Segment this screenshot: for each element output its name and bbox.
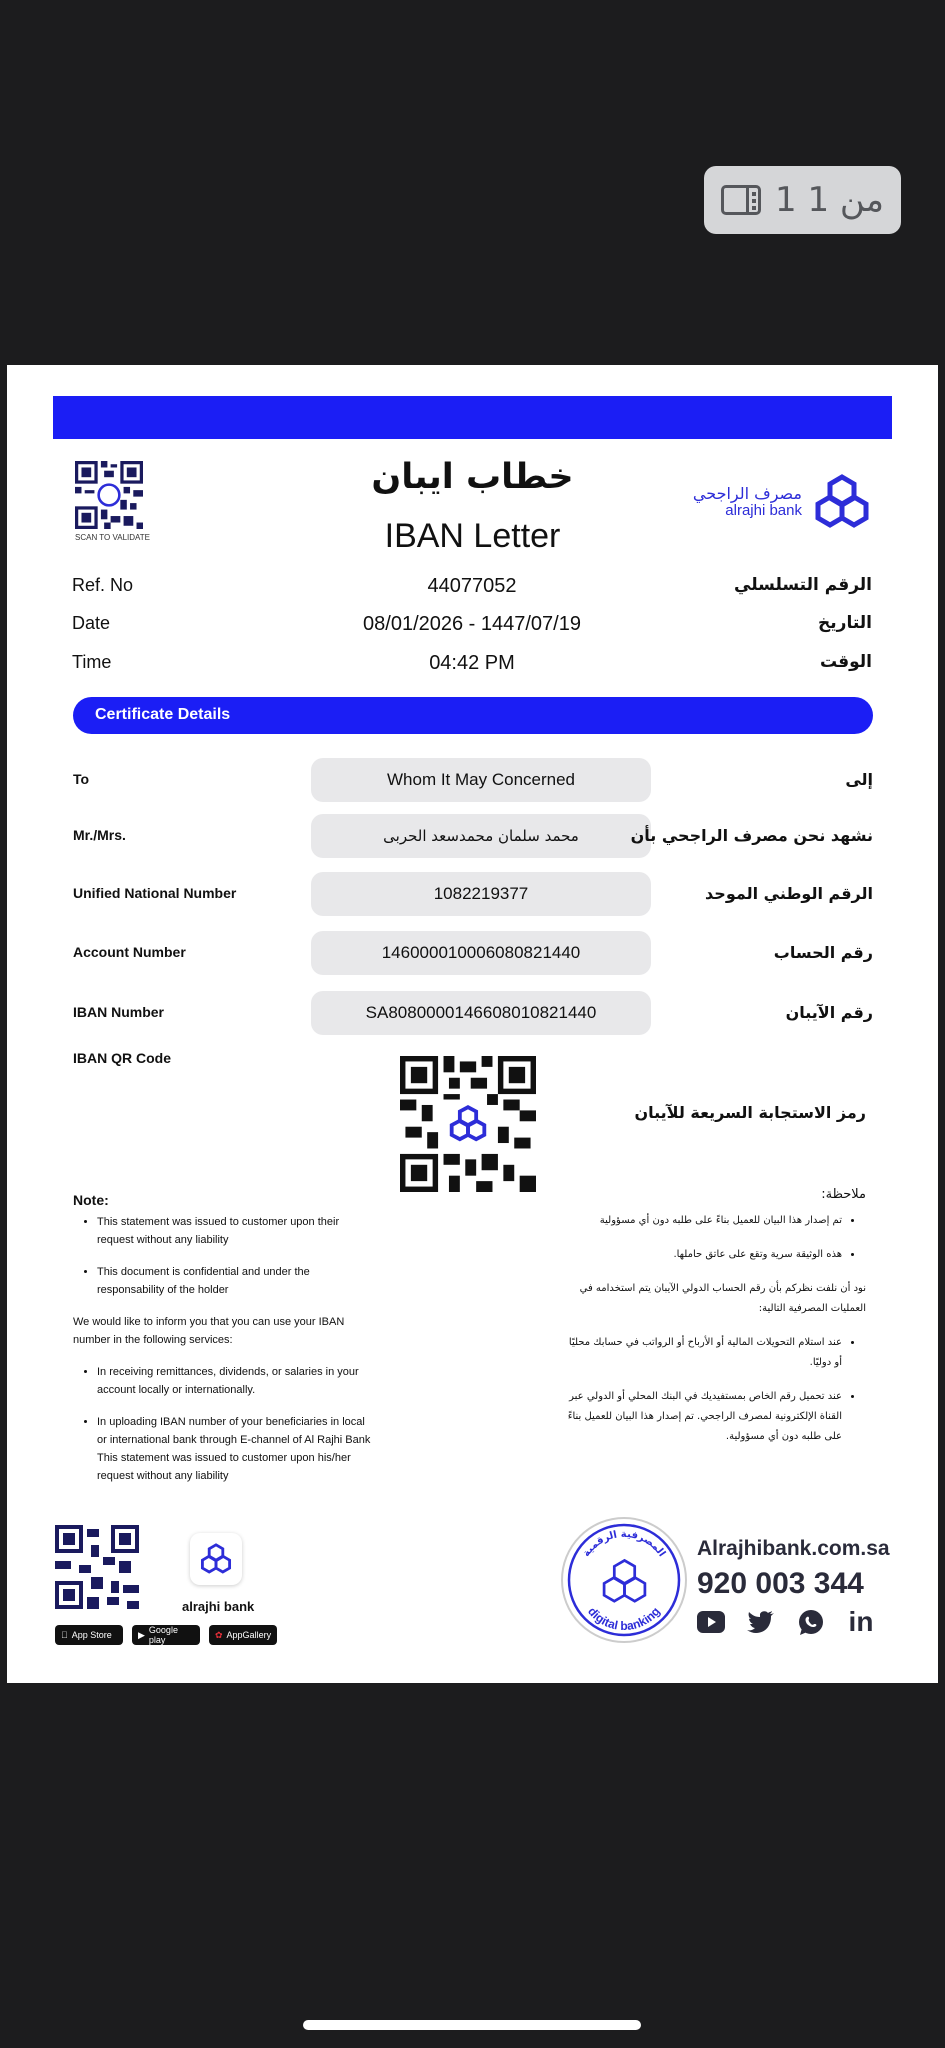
store-label: Google play bbox=[148, 1625, 178, 1645]
iban-qr-label: IBAN QR Code bbox=[73, 1050, 171, 1066]
field-label: Account Number bbox=[73, 944, 186, 960]
top-color-band bbox=[53, 396, 892, 439]
page-indicator-label: 1 من 1 bbox=[775, 180, 884, 220]
alrajhi-app-icon bbox=[199, 1542, 233, 1576]
field-label-ar: إلى bbox=[845, 770, 873, 789]
field-value: محمد سلمان محمدسعد الحربى bbox=[311, 814, 651, 858]
app-gallery-badge[interactable] bbox=[209, 1625, 277, 1645]
iban-qr-code bbox=[400, 1056, 536, 1192]
note-item-ar: • تم إصدار هذا البيان للعميل بناءً على طلبه دون أي مسؤولية bbox=[566, 1211, 842, 1231]
field-label: To bbox=[73, 771, 90, 787]
app-name-label: alrajhi bank bbox=[182, 1599, 255, 1614]
note-item-ar: • هذه الوثيقة سرية وتقع على عاتق حاملها. bbox=[566, 1245, 842, 1265]
time-label-ar: الوقت bbox=[820, 652, 872, 672]
note-intro-ar: نود أن نلفت نظركم بأن رقم الحساب الدولي الآيبان يتم استخدامه في العمليات المصرفية التالية: bbox=[579, 1283, 866, 1314]
brand-name-english: alrajhi bank bbox=[725, 501, 802, 519]
field-account-number bbox=[73, 931, 873, 975]
iban-qr-label-ar: رمز الاستجابة السريعة للآيبان bbox=[634, 1103, 866, 1122]
seal-top-text: المصرفية الرقمية bbox=[580, 1528, 668, 1560]
app-download-qr-code bbox=[55, 1525, 139, 1609]
time-row bbox=[72, 652, 872, 682]
field-value: SA8080000146608010821440 bbox=[311, 991, 651, 1035]
website-label: Alrajhibank.com.sa bbox=[697, 1537, 890, 1560]
huawei-icon: ✿ bbox=[215, 1629, 223, 1640]
youtube-icon[interactable] bbox=[697, 1608, 725, 1636]
notes-arabic bbox=[566, 1185, 866, 1461]
twitter-icon[interactable] bbox=[747, 1608, 775, 1636]
field-to bbox=[73, 758, 873, 802]
social-links bbox=[697, 1608, 875, 1636]
date-label: Date bbox=[72, 613, 111, 633]
note-item: • This document is confidential and under the responsability of the holder bbox=[97, 1263, 373, 1299]
time-value: 04:42 PM bbox=[429, 652, 515, 674]
scan-to-validate-label: SCAN TO VALIDATE bbox=[75, 533, 150, 542]
field-national-number bbox=[73, 872, 873, 916]
service-item: • In receiving remittances, dividends, or salaries in your account locally or internationally. bbox=[97, 1363, 373, 1399]
ref-no-label: Ref. No bbox=[72, 575, 134, 595]
date-row bbox=[72, 613, 872, 643]
seal-bottom-text: digital banking bbox=[585, 1604, 663, 1633]
certificate-details-title: Certificate Details bbox=[95, 706, 231, 723]
time-label: Time bbox=[72, 652, 112, 672]
date-label-ar: التاريخ bbox=[818, 613, 872, 633]
store-label: App Store bbox=[65, 1630, 106, 1640]
date-value: 08/01/2026 - 1447/07/19 bbox=[363, 613, 581, 635]
alrajhi-logo-icon bbox=[812, 473, 872, 531]
home-indicator[interactable] bbox=[303, 2020, 641, 2030]
store-label: AppGallery bbox=[226, 1630, 272, 1640]
play-icon: ▶ bbox=[138, 1629, 145, 1640]
field-customer-name bbox=[73, 814, 873, 858]
app-logo bbox=[190, 1533, 242, 1585]
note-title-ar: ملاحظة: bbox=[821, 1187, 866, 1202]
ref-no-label-ar: الرقم التسلسلي bbox=[734, 575, 872, 595]
field-iban-number bbox=[73, 991, 873, 1035]
field-label: IBAN Number bbox=[73, 1004, 165, 1020]
title-english: IBAN Letter bbox=[384, 517, 561, 555]
field-label-ar: رقم الآيبان bbox=[785, 1003, 873, 1022]
ref-no-value: 44077052 bbox=[427, 575, 517, 597]
field-label-ar: رقم الحساب bbox=[773, 943, 873, 962]
note-intro: We would like to inform you that you can use your IBAN number in the following services: bbox=[73, 1316, 345, 1346]
linkedin-icon[interactable]: in bbox=[848, 1606, 874, 1637]
digital-banking-seal bbox=[559, 1515, 689, 1645]
brand-name-arabic: مصرف الراجحي bbox=[692, 483, 802, 503]
alrajhi-brand bbox=[693, 473, 872, 531]
field-label: Mr./Mrs. bbox=[73, 827, 126, 843]
field-label: Unified National Number bbox=[73, 885, 237, 901]
page-indicator[interactable] bbox=[704, 166, 901, 234]
note-item: • This statement was issued to customer upon their request without any liability bbox=[97, 1213, 373, 1249]
field-label-ar: نشهد نحن مصرف الراجحي بأن bbox=[630, 826, 873, 845]
field-value: Whom It May Concerned bbox=[311, 758, 651, 802]
apple-icon bbox=[61, 1630, 68, 1640]
ref-no-row bbox=[72, 575, 872, 605]
phone-number: 920 003 344 bbox=[697, 1567, 864, 1600]
field-value: 1082219377 bbox=[311, 872, 651, 916]
whatsapp-icon[interactable] bbox=[797, 1608, 825, 1636]
page-view-icon bbox=[721, 185, 761, 215]
note-title: Note: bbox=[73, 1192, 109, 1208]
certificate-details-header bbox=[73, 697, 873, 734]
google-play-badge[interactable] bbox=[132, 1625, 200, 1645]
service-item-ar: • عند استلام التحويلات المالية أو الأرباح أو الرواتب في حسابك محليًا أو دوليًا. bbox=[566, 1333, 842, 1373]
field-label-ar: الرقم الوطني الموحد bbox=[705, 884, 873, 903]
iban-letter-document bbox=[7, 365, 938, 1683]
field-value: 146000010006080821440 bbox=[311, 931, 651, 975]
service-item: • In uploading IBAN number of your beneficiaries in local or international bank through E-channel of Al Rajhi Bank This statement was issued to customer upon his/her request without any liability bbox=[97, 1413, 373, 1485]
app-store-badge[interactable] bbox=[55, 1625, 123, 1645]
service-item-ar: • عند تحميل رقم الخاص بمستفيديك في البنك المحلي أو الدولي عبر القناة الإلكترونية لمصرف الراجحي. تم إصدار هذا البيان للعميل بناءً على طلبه دون أي مسؤولية. bbox=[566, 1387, 842, 1447]
title-arabic: خطاب ايبان bbox=[371, 457, 574, 497]
notes-english bbox=[73, 1191, 373, 1499]
